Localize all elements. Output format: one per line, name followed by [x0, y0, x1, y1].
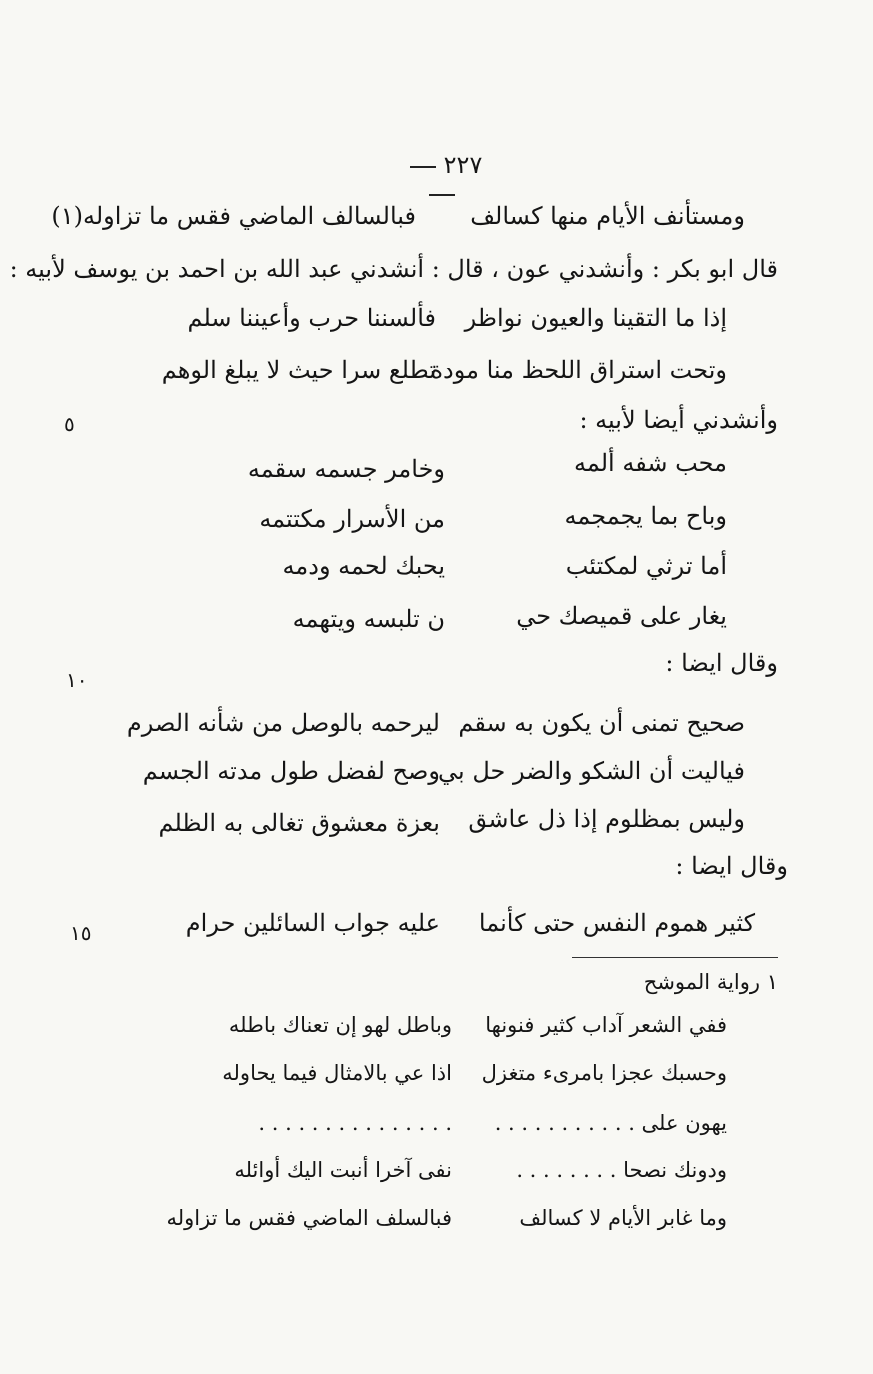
footnote-verse-second: . . . . . . . . . . . . . . . [258, 1111, 452, 1135]
verse-second-hemistich: ن تلبسه ويتهمه [292, 605, 445, 633]
footnote-verse-first: ففي الشعر آداب كثير فنونها [485, 1013, 727, 1037]
verse-second-hemistich: ليرحمه بالوصل من شأنه الصرم [126, 709, 440, 737]
verse-first-hemistich: وباح بما يجمجمه [564, 502, 727, 530]
verse-first-hemistich: أما ترثي لمكتئب [565, 552, 727, 580]
verse-second-hemistich: وخامر جسمه سقمه [247, 455, 445, 483]
verse-second-hemistich: تطلع سرا حيث لا يبلغ الوهم [161, 356, 436, 384]
page-number-value: ٢٢٧ [443, 151, 483, 179]
verse-first-hemistich: وتحت استراق اللحظ منا مودة [430, 356, 727, 384]
prose-line: قال ابو بكر : وأنشدني عون ، قال : أنشدني عبد الله بن احمد بن يوسف لأبيه : [9, 255, 778, 283]
footnote-verse-second: فبالسلف الماضي فقس ما تزاوله [166, 1206, 452, 1230]
verse-first-hemistich: ومستأنف الأيام منها كسالف [470, 202, 745, 230]
verse-first-hemistich: فياليت أن الشكو والضر حل بي [438, 757, 745, 785]
footnote-verse-first: وحسبك عجزا بامرىء متغزل [481, 1061, 727, 1085]
footnote-rule [572, 957, 778, 958]
verse-first-hemistich: إذا ما التقينا والعيون نواظر [464, 304, 727, 332]
margin-line-number: ١٥ [70, 921, 92, 945]
dash-right [429, 194, 455, 196]
page-number [383, 151, 501, 207]
verse-second-hemistich: بعزة معشوق تغالى به الظلم [158, 809, 440, 837]
prose-line: وقال ايضا : [665, 649, 778, 677]
verse-second-hemistich: وصح لفضل طول مدته الجسم [142, 757, 440, 785]
verse-first-hemistich: محب شفه ألمه [573, 449, 727, 477]
footnote-verse-first: يهون على . . . . . . . . . . . [494, 1111, 727, 1135]
verse-second-hemistich: فألسننا حرب وأعيننا سلم [187, 304, 436, 332]
verse-first-hemistich: صحيح تمنى أن يكون به سقم [458, 709, 745, 737]
footnote-heading: ١ رواية الموشح [643, 970, 778, 994]
verse-second-hemistich: فبالسالف الماضي فقس ما تزاوله(١) [51, 202, 416, 230]
footnote-verse-second: وباطل لهو إن تعناك باطله [228, 1013, 452, 1037]
verse-second-hemistich: من الأسرار مكتتمه [259, 505, 445, 533]
prose-line: وقال ايضا : [675, 852, 788, 880]
footnote-verse-second: نفى آخرا أنبت اليك أوائله [234, 1158, 452, 1182]
margin-line-number: ٥ [64, 412, 75, 436]
prose-line: وأنشدني أيضا لأبيه : [579, 406, 778, 434]
dash-left [410, 166, 436, 168]
margin-line-number: ١٠ [66, 668, 88, 692]
footnote-verse-first: ودونك نصحا . . . . . . . . [516, 1158, 727, 1182]
verse-first-hemistich: كثير هموم النفس حتى كأنما [478, 909, 755, 937]
verse-second-hemistich: يحبك لحمه ودمه [282, 552, 445, 580]
verse-second-hemistich: عليه جواب السائلين حرام [185, 909, 440, 937]
verse-first-hemistich: يغار على قميصك حي [516, 602, 727, 630]
footnote-verse-second: اذا عي بالامثال فيما يحاوله [222, 1061, 452, 1085]
verse-first-hemistich: وليس بمظلوم إذا ذل عاشق [468, 805, 745, 833]
footnote-verse-first: وما غابر الأيام لا كسالف [519, 1206, 727, 1230]
